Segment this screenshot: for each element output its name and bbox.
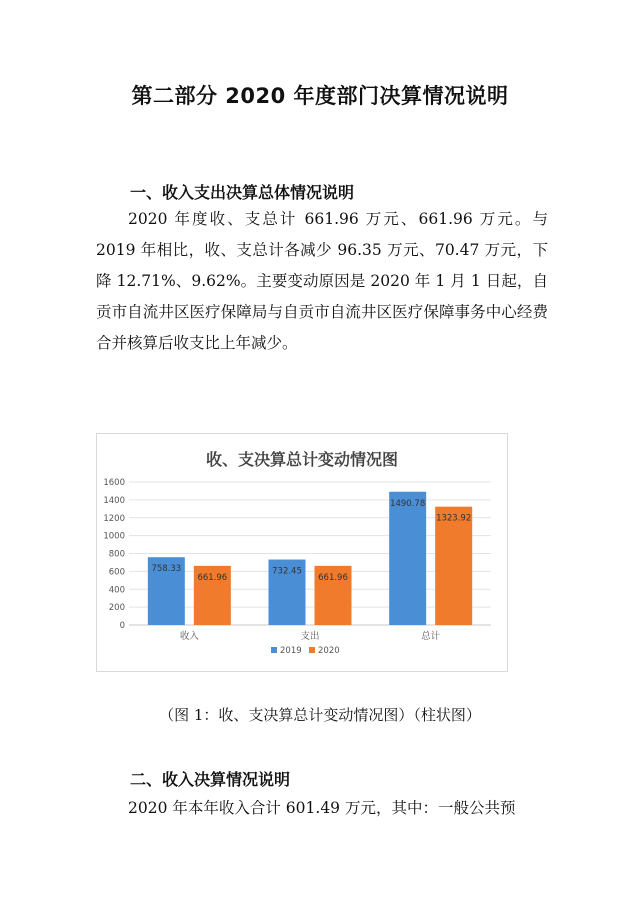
section1-heading: 一、收入支出决算总体情况说明: [130, 183, 355, 202]
legend-label: 2020: [318, 646, 340, 656]
y-tick-label: 1200: [103, 513, 125, 524]
y-tick-label: 800: [108, 549, 125, 560]
data-label: 661.96: [318, 572, 348, 583]
y-tick-label: 200: [108, 603, 125, 614]
section1-paragraph: 2020 年度收、支总计 661.96 万元、661.96 万元。与 2019 年相比，收、支总计各减少 96.35 万元、70.47 万元，下降 12.71%、9.62%。主要变动原因是 2020 年 1 月 1 日起，自贡市自流井区医疗保障局与自贡市自流井区医疗保障事务中心经费合并核算后收支比上年减少。: [96, 210, 548, 352]
y-tick-label: 1000: [103, 531, 125, 542]
y-tick-label: 0: [119, 621, 125, 631]
figure-caption: （图 1：收、支决算总计变动情况图）（柱状图）: [159, 706, 481, 724]
x-tick-label: 总计: [421, 631, 441, 642]
data-label: 661.96: [197, 572, 228, 583]
x-tick-label: 支出: [300, 631, 320, 642]
y-tick-label: 1600: [103, 478, 125, 488]
legend-swatch-2020: [309, 647, 315, 653]
bar-2019-3: [389, 492, 426, 625]
bar-chart: [96, 433, 508, 672]
data-label: 1323.92: [436, 513, 472, 524]
chart-title: 收、支决算总计变动情况图: [205, 450, 399, 469]
data-label: 1490.78: [390, 498, 426, 509]
section2-heading: 二、收入决算情况说明: [130, 770, 291, 789]
page-title: 第二部分 2020 年度部门决算情况说明: [131, 84, 509, 108]
y-tick-label: 1400: [103, 495, 125, 506]
legend-swatch-2019: [271, 647, 277, 653]
bar-2020-3: [435, 507, 472, 625]
y-tick-label: 600: [108, 567, 125, 578]
data-label: 758.33: [151, 564, 182, 575]
data-label: 732.45: [272, 566, 302, 577]
legend-label: 2019: [280, 646, 302, 656]
bar-chart-svg: [97, 434, 507, 671]
x-tick-label: 收入: [179, 631, 199, 642]
y-tick-label: 400: [108, 585, 125, 596]
section2-paragraph: 2020 年本年收入合计 601.49 万元，其中：一般公共预: [128, 799, 516, 817]
